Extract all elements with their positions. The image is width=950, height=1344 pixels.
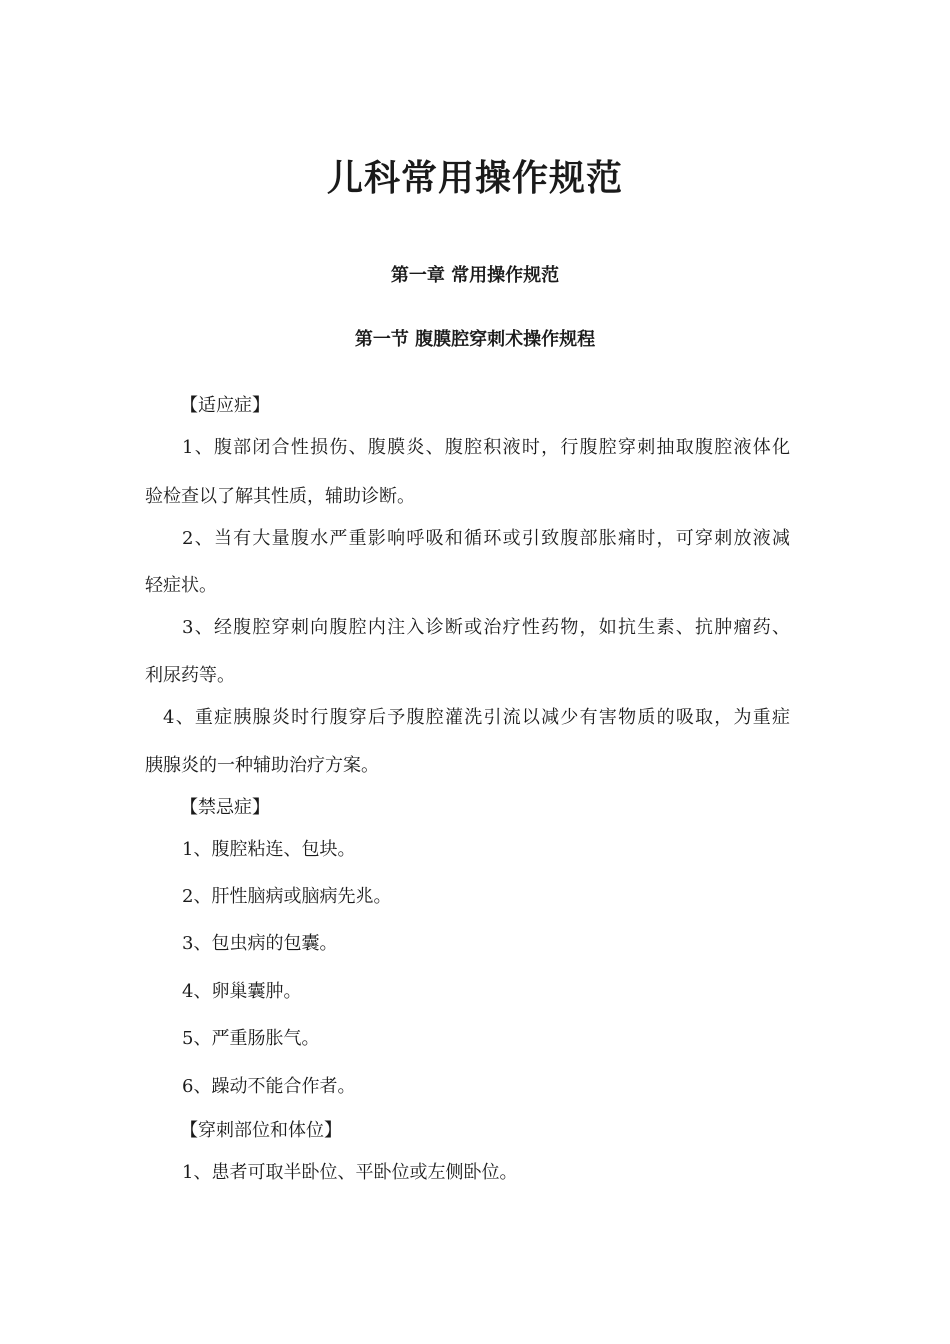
indication-item-2-line2: 轻症状。 bbox=[145, 575, 217, 596]
indications-heading: 【适应症】 bbox=[180, 395, 270, 416]
contraindications-heading: 【禁忌症】 bbox=[180, 797, 270, 818]
indication-item-2-line1: 2、当有大量腹水严重影响呼吸和循环或引致腹部胀痛时，可穿刺放液减 bbox=[182, 528, 790, 549]
contraindication-item-1: 1、腹腔粘连、包块。 bbox=[182, 839, 356, 860]
indication-item-1-line1: 1、腹部闭合性损伤、腹膜炎、腹腔积液时，行腹腔穿刺抽取腹腔液体化 bbox=[182, 437, 790, 458]
puncture-site-heading: 【穿刺部位和体位】 bbox=[180, 1120, 342, 1141]
contraindication-item-2: 2、肝性脑病或脑病先兆。 bbox=[182, 886, 392, 907]
contraindication-item-4: 4、卵巢囊肿。 bbox=[182, 981, 302, 1002]
document-title: 儿科常用操作规范 bbox=[326, 157, 623, 199]
indication-item-3-line1: 3、经腹腔穿刺向腹腔内注入诊断或治疗性药物，如抗生素、抗肿瘤药、 bbox=[182, 617, 790, 638]
indication-item-4-line2: 胰腺炎的一种辅助治疗方案。 bbox=[145, 755, 379, 776]
indication-item-4-line1: 4、重症胰腺炎时行腹穿后予腹腔灌洗引流以减少有害物质的吸取，为重症 bbox=[163, 707, 790, 728]
section-title: 第一节 腹膜腔穿刺术操作规程 bbox=[354, 329, 596, 350]
puncture-site-item-1: 1、患者可取半卧位、平卧位或左侧卧位。 bbox=[182, 1162, 518, 1183]
contraindication-item-6: 6、躁动不能合作者。 bbox=[182, 1076, 356, 1097]
contraindication-item-3: 3、包虫病的包囊。 bbox=[182, 933, 338, 954]
chapter-title: 第一章 常用操作规范 bbox=[390, 265, 560, 286]
contraindication-item-5: 5、严重肠胀气。 bbox=[182, 1028, 320, 1049]
indication-item-3-line2: 利尿药等。 bbox=[145, 665, 235, 686]
indication-item-1-line2: 验检查以了解其性质，辅助诊断。 bbox=[145, 486, 415, 507]
